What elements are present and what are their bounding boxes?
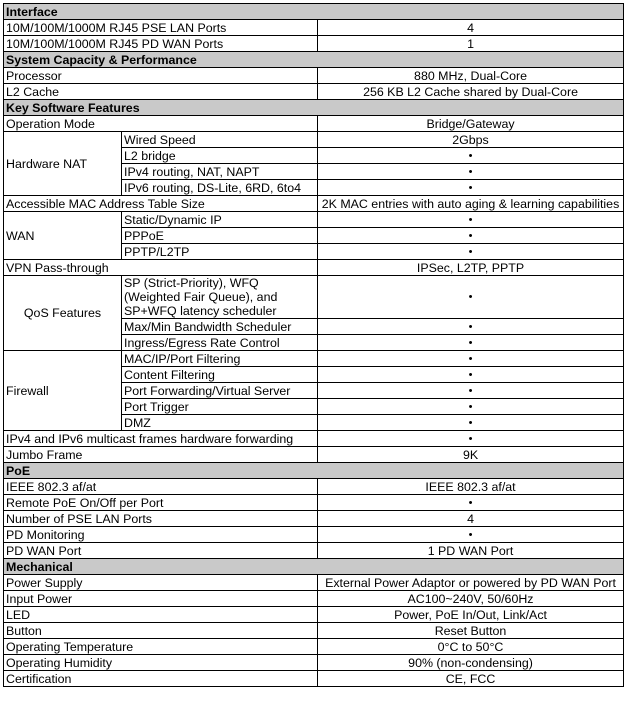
- row-label: IEEE 802.3 af/at: [4, 479, 318, 495]
- table-row: [4, 36, 624, 52]
- table-row: [4, 68, 624, 84]
- row-label: IPv6 routing, DS-Lite, 6RD, 6to4: [122, 180, 318, 196]
- table-row: [4, 623, 624, 639]
- section-header-row: [4, 100, 624, 116]
- row-label: DMZ: [122, 415, 318, 431]
- row-label: PPTP/L2TP: [122, 244, 318, 260]
- group-label-hardware-nat: Hardware NAT: [4, 132, 122, 196]
- row-label: Button: [4, 623, 318, 639]
- row-label: Port Trigger: [122, 399, 318, 415]
- row-label: IPv4 routing, NAT, NAPT: [122, 164, 318, 180]
- table-row: [4, 84, 624, 100]
- bullet-mark: •: [318, 527, 624, 543]
- row-label: Operating Humidity: [4, 655, 318, 671]
- table-row: [4, 479, 624, 495]
- row-label: Operating Temperature: [4, 639, 318, 655]
- row-value: 880 MHz, Dual-Core: [318, 68, 624, 84]
- row-value: 1: [318, 36, 624, 52]
- table-row: [4, 671, 624, 687]
- row-value: 1 PD WAN Port: [318, 543, 624, 559]
- row-value: 0°C to 50°C: [318, 639, 624, 655]
- row-value: 4: [318, 20, 624, 36]
- row-label: LED: [4, 607, 318, 623]
- row-value: 4: [318, 511, 624, 527]
- row-label: VPN Pass-through: [4, 260, 318, 276]
- row-value: AC100~240V, 50/60Hz: [318, 591, 624, 607]
- bullet-mark: •: [318, 495, 624, 511]
- row-label: Jumbo Frame: [4, 447, 318, 463]
- spec-table: [3, 3, 624, 687]
- section-title-poe: PoE: [4, 463, 624, 479]
- table-row: [4, 260, 624, 276]
- section-header-row: [4, 463, 624, 479]
- row-label: 10M/100M/1000M RJ45 PD WAN Ports: [4, 36, 318, 52]
- row-value: IEEE 802.3 af/at: [318, 479, 624, 495]
- row-label: PD Monitoring: [4, 527, 318, 543]
- bullet-mark: •: [318, 431, 624, 447]
- table-row: [4, 511, 624, 527]
- table-row: [4, 495, 624, 511]
- table-row: [4, 20, 624, 36]
- section-title-interface: Interface: [4, 4, 624, 20]
- table-row: [4, 196, 624, 212]
- row-label: Static/Dynamic IP: [122, 212, 318, 228]
- bullet-mark: •: [318, 351, 624, 367]
- section-title-software: Key Software Features: [4, 100, 624, 116]
- bullet-mark: •: [318, 180, 624, 196]
- bullet-mark: •: [318, 164, 624, 180]
- row-label: Number of PSE LAN Ports: [4, 511, 318, 527]
- table-row: [4, 575, 624, 591]
- table-row: [4, 655, 624, 671]
- table-row: [4, 431, 624, 447]
- bullet-mark: •: [318, 399, 624, 415]
- table-row: [4, 591, 624, 607]
- group-label-firewall: Firewall: [4, 351, 122, 431]
- table-row: [4, 351, 624, 367]
- row-label: PPPoE: [122, 228, 318, 244]
- bullet-mark: •: [318, 319, 624, 335]
- table-row: [4, 276, 624, 319]
- row-label: Processor: [4, 68, 318, 84]
- row-value: 9K: [318, 447, 624, 463]
- row-label: SP (Strict-Priority), WFQ (Weighted Fair Queue), and SP+WFQ latency scheduler: [122, 276, 318, 319]
- bullet-mark: •: [318, 415, 624, 431]
- table-row: [4, 607, 624, 623]
- row-value: Power, PoE In/Out, Link/Act: [318, 607, 624, 623]
- row-value: 90% (non-condensing): [318, 655, 624, 671]
- section-title-system: System Capacity & Performance: [4, 52, 624, 68]
- bullet-mark: •: [318, 335, 624, 351]
- bullet-mark: •: [318, 367, 624, 383]
- row-label: Port Forwarding/Virtual Server: [122, 383, 318, 399]
- row-label: MAC/IP/Port Filtering: [122, 351, 318, 367]
- group-label-wan: WAN: [4, 212, 122, 260]
- bullet-mark: •: [318, 148, 624, 164]
- section-title-mechanical: Mechanical: [4, 559, 624, 575]
- table-row: [4, 447, 624, 463]
- row-label: Power Supply: [4, 575, 318, 591]
- row-value: CE, FCC: [318, 671, 624, 687]
- row-value: IPSec, L2TP, PPTP: [318, 260, 624, 276]
- row-label: Max/Min Bandwidth Scheduler: [122, 319, 318, 335]
- group-label-qos: QoS Features: [4, 276, 122, 351]
- row-value: External Power Adaptor or powered by PD WAN Port: [318, 575, 624, 591]
- row-label: L2 bridge: [122, 148, 318, 164]
- table-row: [4, 212, 624, 228]
- row-label: Wired Speed: [122, 132, 318, 148]
- section-header-row: [4, 559, 624, 575]
- row-label: Certification: [4, 671, 318, 687]
- table-row: [4, 116, 624, 132]
- row-value: 2K MAC entries with auto aging & learning capabilities: [318, 196, 624, 212]
- row-label: Operation Mode: [4, 116, 318, 132]
- row-label: L2 Cache: [4, 84, 318, 100]
- table-row: [4, 543, 624, 559]
- row-label: 10M/100M/1000M RJ45 PSE LAN Ports: [4, 20, 318, 36]
- section-header-row: [4, 4, 624, 20]
- bullet-mark: •: [318, 212, 624, 228]
- table-row: [4, 132, 624, 148]
- bullet-mark: •: [318, 244, 624, 260]
- table-row: [4, 639, 624, 655]
- row-label: Remote PoE On/Off per Port: [4, 495, 318, 511]
- section-header-row: [4, 52, 624, 68]
- bullet-mark: •: [318, 276, 624, 319]
- table-row: [4, 527, 624, 543]
- row-value: 256 KB L2 Cache shared by Dual-Core: [318, 84, 624, 100]
- row-value: Reset Button: [318, 623, 624, 639]
- row-value: Bridge/Gateway: [318, 116, 624, 132]
- row-value: 2Gbps: [318, 132, 624, 148]
- row-label: Input Power: [4, 591, 318, 607]
- row-label: IPv4 and IPv6 multicast frames hardware forwarding: [4, 431, 318, 447]
- bullet-mark: •: [318, 228, 624, 244]
- row-label: Content Filtering: [122, 367, 318, 383]
- bullet-mark: •: [318, 383, 624, 399]
- row-label: Ingress/Egress Rate Control: [122, 335, 318, 351]
- row-label: PD WAN Port: [4, 543, 318, 559]
- row-label: Accessible MAC Address Table Size: [4, 196, 318, 212]
